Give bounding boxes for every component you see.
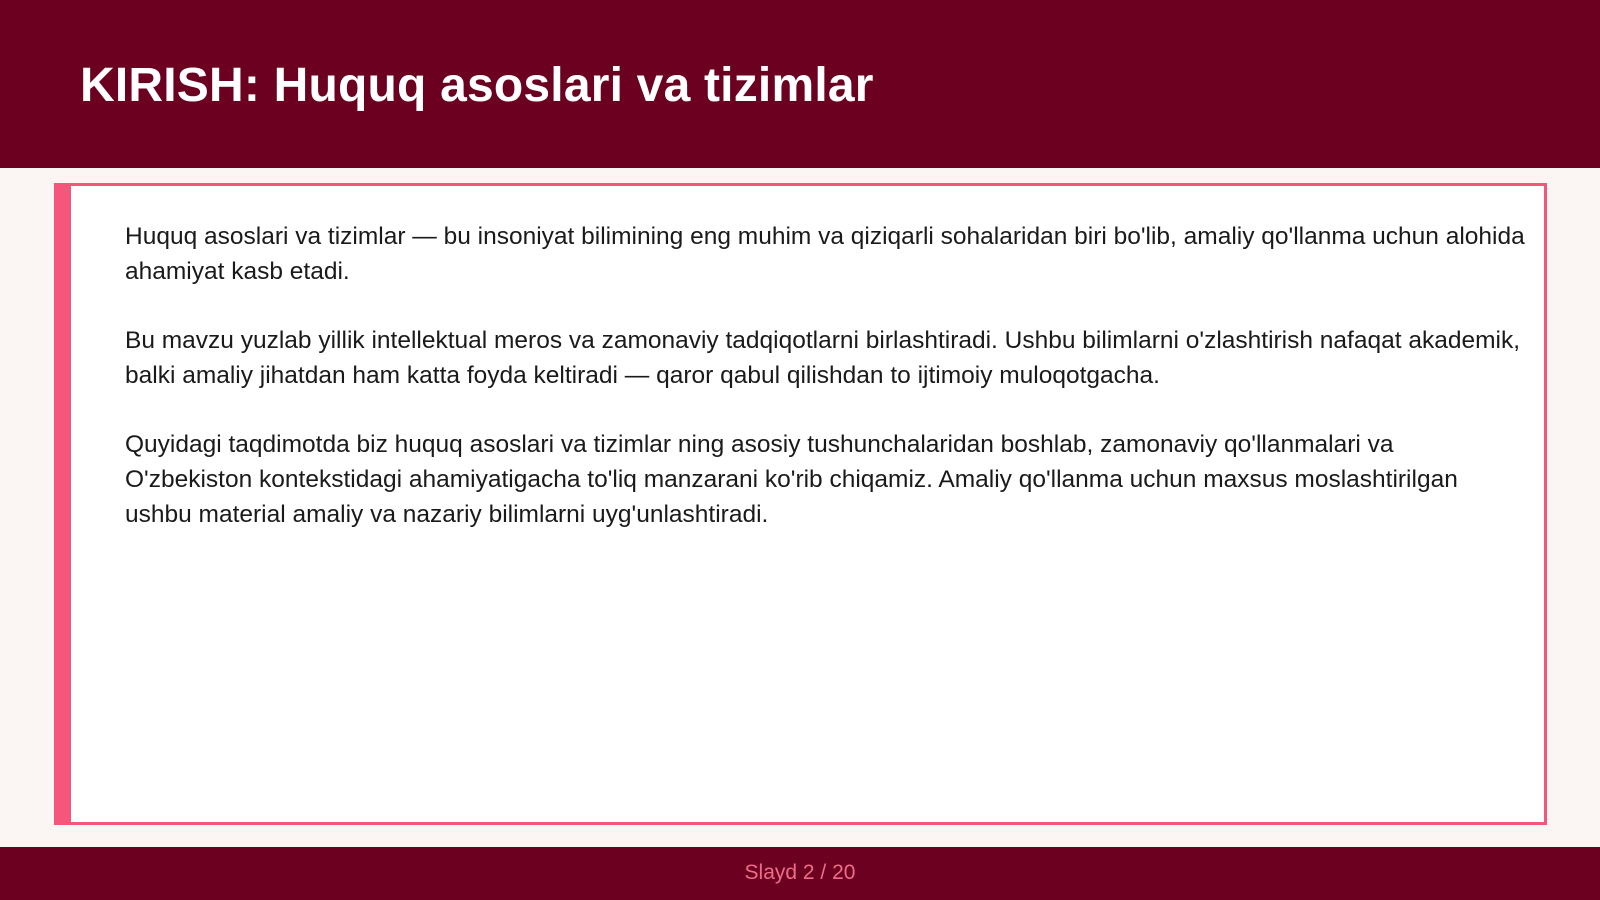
content-paragraph: Quyidagi taqdimotda biz huquq asoslari va tizimlar ning asosiy tushunchalaridan boshlab, zamonaviy qo'llanmalari va O'zbekiston kontekstidagi ahamiyatigacha to'liq manzarani ko'rib chiqamiz. Amaliy qo'llanma uchun maxsus moslashtirilgan ushbu material amaliy va nazariy bilimlarni uyg'unlashtiradi. xyxy=(125,431,1458,528)
slide-counter: Slayd 2 / 20 xyxy=(744,861,856,884)
content-text xyxy=(125,219,1525,566)
content-card xyxy=(54,183,1547,825)
slide-header xyxy=(0,0,1600,168)
slide-title: KIRISH: Huquq asoslari va tizimlar xyxy=(80,59,874,112)
content-paragraph: Bu mavzu yuzlab yillik intellektual meros va zamonaviy tadqiqotlarni birlashtiradi. Ushbu bilimlarni o'zlashtirish nafaqat akademik, balki amaliy jihatdan ham katta foyda keltiradi — qaror qabul qilishdan to ijtimoiy muloqotgacha. xyxy=(125,327,1521,389)
slide-footer xyxy=(0,847,1600,900)
content-paragraph: Huquq asoslari va tizimlar — bu insoniyat bilimining eng muhim va qiziqarli sohalaridan biri bo'lib, amaliy qo'llanma uchun alohida ahamiyat kasb etadi. xyxy=(125,223,1525,285)
